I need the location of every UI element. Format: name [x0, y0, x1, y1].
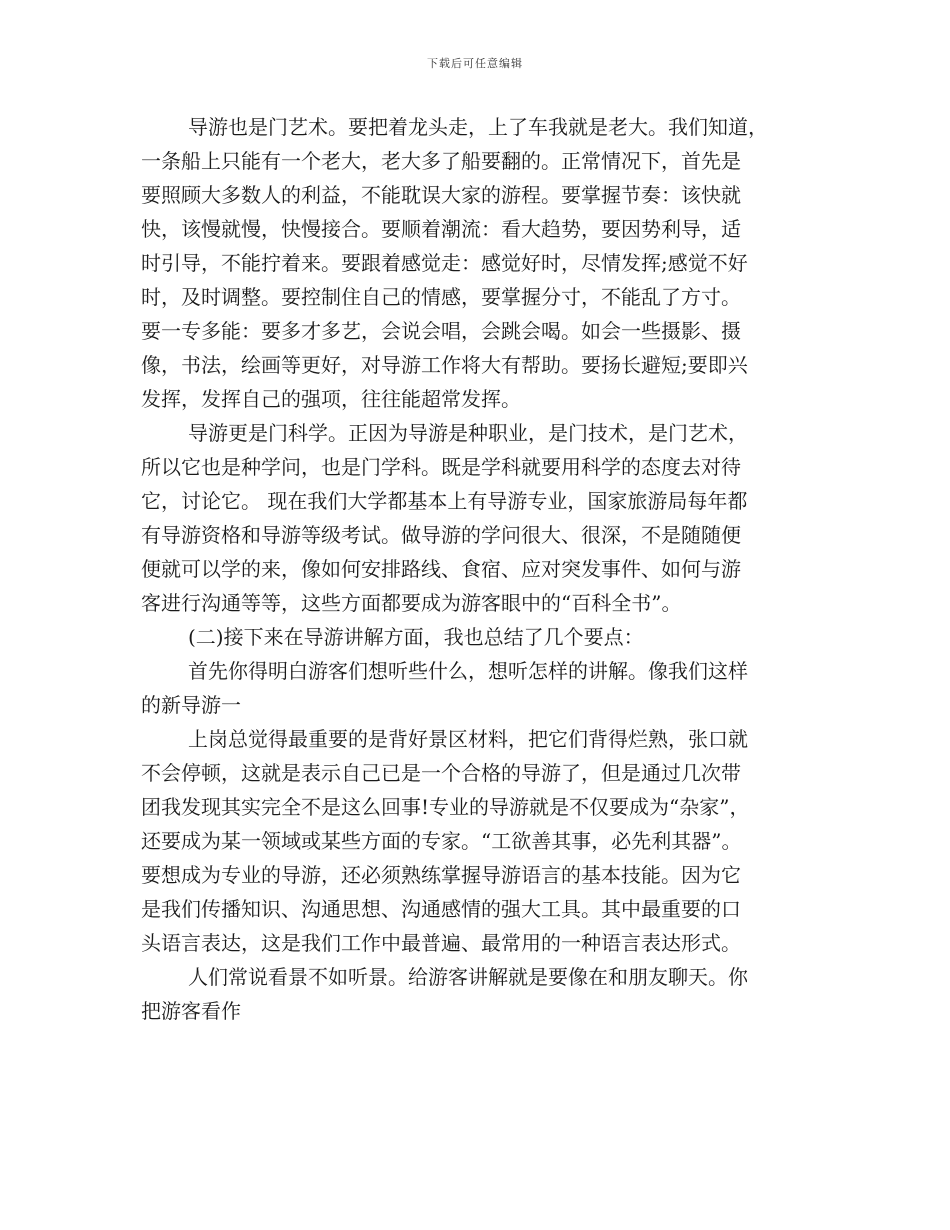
text-line: 首先你得明白游客们想听些什么，想听怎样的讲解。像我们这样	[188, 659, 748, 683]
page-header: 下载后可任意编辑	[427, 57, 523, 70]
text-line: 它，讨论它。 现在我们大学都基本上有导游专业，国家旅游局每年都	[141, 489, 748, 513]
text-line: 上岗总觉得最重要的是背好景区材料，把它们背得烂熟，张口就	[188, 727, 748, 751]
text-line: 快，该慢就慢，快慢接合。要顺着潮流：看大趋势，要因势利导，适	[141, 217, 741, 241]
text-line: 把游客看作	[141, 999, 241, 1023]
text-line: 是我们传播知识、沟通思想、沟通感情的强大工具。其中最重要的口	[141, 897, 741, 921]
text-line: 不会停顿，这就是表示自己已是一个合格的导游了，但是通过几次带	[141, 761, 741, 785]
text-line: 团我发现其实完全不是这么回事!专业的导游就是不仅要成为“杂家”，	[141, 795, 750, 819]
text-line: 有导游资格和导游等级考试。做导游的学问很大、很深，不是随随便	[141, 523, 741, 547]
text-line: (二)接下来在导游讲解方面，我也总结了几个要点：	[188, 625, 644, 649]
text-line: 要想成为专业的导游，还必须熟练掌握导游语言的基本技能。因为它	[141, 863, 741, 887]
text-line: 像，书法，绘画等更好，对导游工作将大有帮助。要扬长避短;要即兴	[141, 353, 748, 377]
text-line: 人们常说看景不如听景。给游客讲解就是要像在和朋友聊天。你	[188, 965, 748, 989]
text-line: 一条船上只能有一个老大，老大多了船要翻的。正常情况下，首先是	[141, 149, 741, 173]
text-line: 导游更是门科学。正因为导游是种职业，是门技术，是门艺术，	[188, 421, 748, 445]
text-line: 的新导游一	[141, 693, 241, 717]
text-line: 导游也是门艺术。要把着龙头走，上了车我就是老大。我们知道，	[188, 115, 768, 139]
text-line: 要一专多能：要多才多艺，会说会唱，会跳会喝。如会一些摄影、摄	[141, 319, 741, 343]
text-line: 发挥，发挥自己的强项，往往能超常发挥。	[141, 387, 521, 411]
document-body	[141, 110, 813, 1028]
text-line: 头语言表达，这是我们工作中最普遍、最常用的一种语言表达形式。	[141, 931, 741, 955]
text-line: 客进行沟通等等，这些方面都要成为游客眼中的“百科全书”。	[141, 591, 682, 615]
text-line: 时，及时调整。要控制住自己的情感，要掌握分寸，不能乱了方寸。	[141, 285, 741, 309]
text-line: 所以它也是种学问，也是门学科。既是学科就要用科学的态度去对待	[141, 455, 741, 479]
text-line: 要照顾大多数人的利益，不能耽误大家的游程。要掌握节奏：该快就	[141, 183, 741, 207]
text-line: 便就可以学的来，像如何安排路线、食宿、应对突发事件、如何与游	[141, 557, 741, 581]
text-line: 时引导，不能拧着来。要跟着感觉走：感觉好时，尽情发挥;感觉不好	[141, 251, 748, 275]
text-line: 还要成为某一领域或某些方面的专家。“工欲善其事，必先利其器”。	[141, 829, 742, 853]
